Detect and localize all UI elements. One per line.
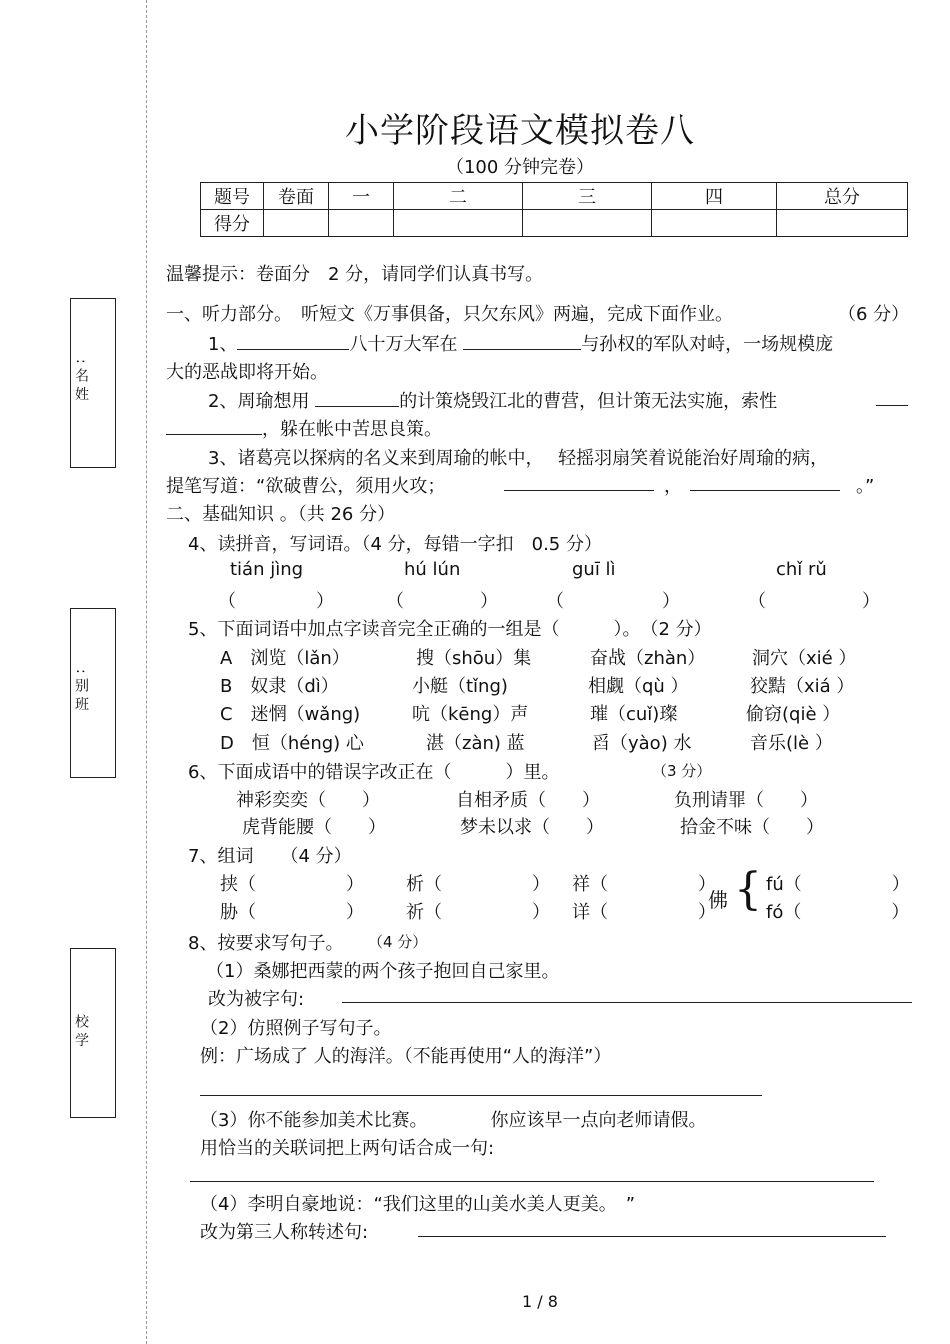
q8-part2: （2）仿照例子写句子。 xyxy=(200,1018,392,1039)
q3-end: 。” xyxy=(856,476,875,497)
q4-paren-close: ） xyxy=(862,591,880,612)
q2-blank-2-start[interactable] xyxy=(876,405,908,406)
score-header-row xyxy=(201,183,908,210)
q4-paren-close: ） xyxy=(480,591,498,612)
score-value-row xyxy=(201,210,908,237)
q1-prefix: 1、 xyxy=(208,334,238,355)
q5-option-d-4: 音乐(lè ） xyxy=(750,733,833,754)
school-box xyxy=(70,948,116,1118)
q5-option-b-3: 相觑（qù ） xyxy=(588,676,689,697)
q4-pinyin-3: guī lì xyxy=(572,559,616,580)
q8-answer-line-2[interactable] xyxy=(200,1095,762,1096)
score-input-cell[interactable] xyxy=(777,210,908,237)
q3-comma: ， xyxy=(664,476,682,497)
q4-paren-close: ） xyxy=(316,591,334,612)
q8-label: 8、按要求写句子。 xyxy=(188,933,344,954)
q5-option-a-3: 奋战（zhàn） xyxy=(590,648,706,669)
q5-option-a[interactable]: A 浏览（lǎn） xyxy=(220,648,350,669)
score-header-cell: 三 xyxy=(523,183,652,210)
q5-option-c-3: 璀（cuǐ)璨 xyxy=(590,704,678,725)
q6-item[interactable]: 负刑请罪（ ） xyxy=(674,790,818,811)
q8-part4-task: 改为第三人称转述句: xyxy=(200,1222,369,1243)
class-label: : 别 班 xyxy=(73,669,89,711)
school-label: 校 学 xyxy=(73,1013,89,1047)
q6-item[interactable]: 拾金不味（ ） xyxy=(680,817,824,838)
score-input-cell[interactable] xyxy=(652,210,777,237)
q5-label: 5、下面词语中加点字读音完全正确的一组是（ ）。 （2 分） xyxy=(188,619,712,640)
q8-part1-task: 改为被字句: xyxy=(208,989,305,1010)
section1-heading: 一、听力部分。 听短文《万事俱备，只欠东风》两遍，完成下面作业。 xyxy=(166,304,733,325)
q2-cont-text: ，躲在帐中苦思良策。 xyxy=(262,419,442,440)
q4-paren-close: ） xyxy=(662,591,680,612)
page-title: 小学阶段语文模拟卷八 xyxy=(345,111,695,151)
q7-item[interactable]: 详（ ） xyxy=(572,902,716,923)
q7-item[interactable]: fú（ ） xyxy=(766,874,910,895)
q8-answer-line-1[interactable] xyxy=(342,1002,912,1003)
q7-item[interactable]: 挟（ ） xyxy=(220,874,364,895)
q4-paren-open: （ xyxy=(386,591,404,612)
q4-pinyin-4: chǐ rǔ xyxy=(776,559,827,580)
q6-item[interactable]: 自相矛质（ ） xyxy=(456,790,600,811)
q8-part2-example: 例：广场成了 人的海洋。（不能再使用“人的海洋”） xyxy=(200,1046,612,1067)
section2-heading: 二、基础知识 。（共 26 分） xyxy=(166,504,396,525)
page-subtitle: （100 分钟完卷） xyxy=(445,157,595,178)
q8-score: （4 分） xyxy=(368,933,428,951)
q6-score: （3 分） xyxy=(652,762,712,780)
q6-item[interactable]: 虎背能腰（ ） xyxy=(242,817,386,838)
q8-answer-line-3[interactable] xyxy=(190,1181,874,1182)
q4-label: 4、读拼音，写词语。（4 分，每错一字扣 0.5 分） xyxy=(188,534,602,555)
q4-paren-open: （ xyxy=(748,591,766,612)
q7-fo-char: 佛 xyxy=(708,888,728,912)
score-header-cell: 总分 xyxy=(777,183,908,210)
q2-blank-1[interactable] xyxy=(315,390,399,407)
q8-part1: （1）桑娜把西蒙的两个孩子抱回自己家里。 xyxy=(206,961,560,982)
score-header-cell: 四 xyxy=(652,183,777,210)
q7-fo-brace: { xyxy=(734,864,762,915)
tip-text: 温馨提示：卷面分 2 分，请同学们认真书写。 xyxy=(166,264,544,285)
q5-option-b[interactable]: B 奴隶（dì） xyxy=(220,676,339,697)
q6-item[interactable]: 神彩奕奕（ ） xyxy=(236,790,380,811)
q5-option-c-4: 偷窃(qiè ） xyxy=(746,704,841,725)
q5-option-b-4: 狡黠（xiá ） xyxy=(750,676,855,697)
score-input-cell[interactable] xyxy=(329,210,394,237)
q4-paren-open: （ xyxy=(218,591,236,612)
score-header-cell: 一 xyxy=(329,183,394,210)
score-input-cell[interactable] xyxy=(264,210,329,237)
binding-line xyxy=(146,0,147,1344)
q5-option-d-2: 湛（zàn) 蓝 xyxy=(426,733,525,754)
q7-item[interactable]: 祥（ ） xyxy=(572,874,716,895)
q4-paren-open: （ xyxy=(546,591,564,612)
q5-option-d-3: 舀（yào) 水 xyxy=(592,733,692,754)
q1-blank-2[interactable] xyxy=(463,333,581,350)
q3-line: 3、诸葛亮以探病的名义来到周瑜的帐中， 轻摇羽扇笑着说能治好周瑜的病， xyxy=(208,448,829,469)
q1-post: 与孙权的军队对峙，一场规模庞 xyxy=(581,334,834,355)
q7-label: 7、组词 （4 分） xyxy=(188,846,352,867)
q1-continued: 大的恶战即将开始。 xyxy=(166,362,328,383)
page-number: 1 / 8 xyxy=(522,1292,558,1311)
name-box xyxy=(70,298,116,468)
q3-blank-2[interactable] xyxy=(690,490,840,491)
name-label: : 名 姓 xyxy=(73,359,89,401)
q6-item[interactable]: 梦未以求（ ） xyxy=(460,817,604,838)
q2-line xyxy=(208,387,777,413)
score-header-cell: 题号 xyxy=(201,183,264,210)
q2-post: 的计策烧毁江北的曹营，但计策无法实施，索性 xyxy=(399,391,778,412)
q2-prefix: 2、周瑜想用 xyxy=(208,391,310,412)
q8-part3-task: 用恰当的关联词把上两句话合成一句: xyxy=(200,1138,495,1159)
score-row-label: 得分 xyxy=(201,210,264,237)
q5-option-a-4: 洞穴（xié ） xyxy=(752,648,857,669)
q2-continued xyxy=(166,415,442,441)
class-box xyxy=(70,608,116,778)
score-header-cell: 卷面 xyxy=(264,183,329,210)
q8-part4: （4）李明自豪地说：“我们这里的山美水美人更美。 ” xyxy=(200,1194,636,1215)
q3-blank-1[interactable] xyxy=(504,490,654,491)
q4-pinyin-2: hú lún xyxy=(404,559,461,580)
section1-score: （6 分） xyxy=(838,304,910,325)
q7-item[interactable]: fó（ ） xyxy=(766,902,910,923)
q7-item[interactable]: 胁（ ） xyxy=(220,902,364,923)
q4-pinyin-1: tián jìng xyxy=(230,559,304,580)
score-header-cell: 二 xyxy=(394,183,523,210)
q8-answer-line-4[interactable] xyxy=(418,1236,886,1237)
q5-option-b-2: 小艇（tǐng) xyxy=(412,676,508,697)
q1-mid: 八十万大军在 xyxy=(349,334,458,355)
q1-blank-1[interactable] xyxy=(237,333,349,350)
q1-line xyxy=(208,330,833,356)
score-input-cell[interactable] xyxy=(523,210,652,237)
q6-label: 6、下面成语中的错误字改正在（ ）里。 xyxy=(188,762,560,783)
score-input-cell[interactable] xyxy=(394,210,523,237)
score-table xyxy=(200,182,908,237)
q5-option-a-2: 搜（shōu）集 xyxy=(416,648,532,669)
q5-option-c-2: 吭（kēng）声 xyxy=(412,704,529,725)
q5-option-c[interactable]: C 迷惘（wǎng) xyxy=(220,704,361,725)
q8-part3: （3）你不能参加美术比赛。 你应该早一点向老师请假。 xyxy=(200,1110,707,1131)
q5-option-d[interactable]: D 恒（héng) 心 xyxy=(220,733,364,754)
q7-item[interactable]: 析（ ） xyxy=(406,874,550,895)
q3-continued xyxy=(166,472,445,498)
q3-prefix: 提笔写道：“欲破曹公，须用火攻； xyxy=(166,476,446,497)
q7-item[interactable]: 祈（ ） xyxy=(406,902,550,923)
q2-blank-2[interactable] xyxy=(166,418,262,435)
